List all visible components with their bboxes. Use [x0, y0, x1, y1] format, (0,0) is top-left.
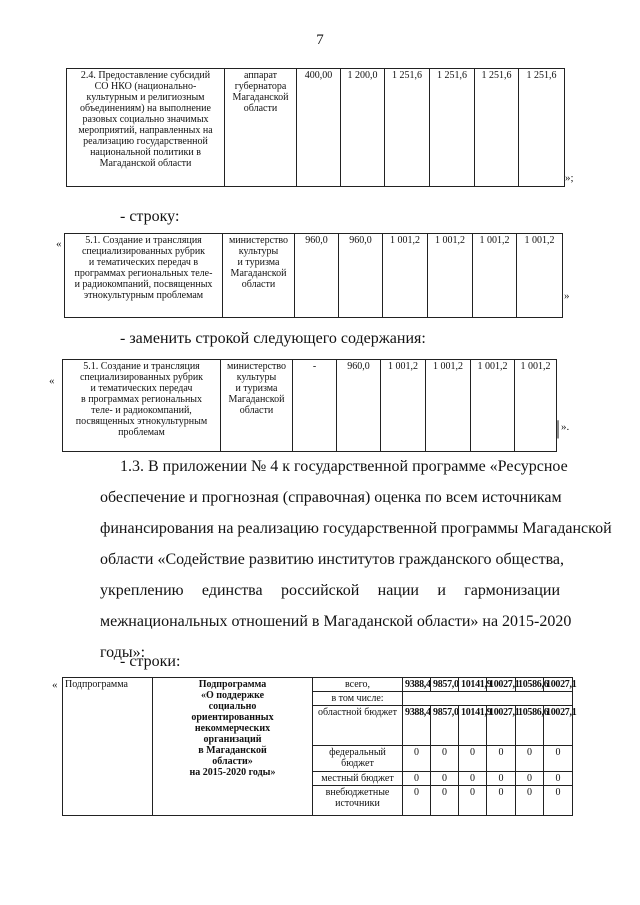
value-cell: 9388,4 — [403, 678, 431, 692]
value-cell: 1 251,6 — [475, 69, 519, 187]
value-cell: 0 — [459, 786, 487, 816]
value-cell: 10027,1 — [544, 706, 573, 746]
subprogram-funding-table — [62, 677, 577, 816]
value-cell: 1 251,6 — [430, 69, 475, 187]
value-cell: 1 001,2 — [471, 360, 515, 452]
program-name-cell: 5.1. Создание и трансляция специализированных рубрик и тематических передач в программах региональных теле- и радиокомпаний, посвященных этнокультурным проблемам — [65, 234, 223, 318]
subprogram-label-cell: Подпрограмма — [63, 678, 153, 816]
value-cell: 10027,1 — [487, 678, 516, 692]
table-row-2-4 — [66, 68, 565, 187]
executor-cell: аппарат губернатора Магаданской области — [225, 69, 297, 187]
executor-cell: министерство культуры и туризма Магаданской области — [223, 234, 295, 318]
value-cell: 1 251,6 — [385, 69, 430, 187]
value-cell: 960,0 — [295, 234, 339, 318]
paragraph-line: финансирования на реализацию государственной программы Магаданской — [100, 520, 612, 537]
source-label: областной бюджет — [313, 706, 403, 746]
empty-cell — [403, 692, 573, 706]
value-cell: 0 — [544, 746, 573, 772]
value-cell: 0 — [487, 746, 516, 772]
value-cell: 10027,1 — [487, 706, 516, 746]
value-cell: 10141,9 — [459, 678, 487, 692]
paragraph-line: 1.3. В приложении № 4 к государственной программе «Ресурсное — [120, 458, 568, 475]
closing-quote: ». — [561, 421, 570, 433]
value-cell: 0 — [431, 746, 459, 772]
value-cell: 10586,6 — [516, 706, 544, 746]
value-cell: 9388,4 — [403, 706, 431, 746]
value-cell: 0 — [459, 772, 487, 786]
value-cell: 1 200,0 — [341, 69, 385, 187]
source-label: в том числе: — [313, 692, 403, 706]
executor-cell: министерство культуры и туризма Магаданской области — [221, 360, 293, 452]
value-cell: 0 — [431, 786, 459, 816]
value-cell: 1 001,2 — [426, 360, 471, 452]
value-cell: 10586,6 — [516, 678, 544, 692]
value-cell: 0 — [516, 772, 544, 786]
value-cell: 0 — [431, 772, 459, 786]
closing-quote: »; — [565, 172, 574, 184]
source-label: местный бюджет — [313, 772, 403, 786]
closing-rule: | — [556, 417, 561, 439]
value-cell: 1 001,2 — [517, 234, 563, 318]
source-label: внебюджетные источники — [313, 786, 403, 816]
value-cell: 1 001,2 — [381, 360, 426, 452]
closing-quote: » — [564, 290, 570, 302]
value-cell: 1 001,2 — [383, 234, 428, 318]
opening-quote: « — [56, 238, 62, 250]
label-row: - строку: — [120, 208, 180, 225]
value-cell: 0 — [487, 786, 516, 816]
value-cell: 0 — [544, 786, 573, 816]
value-cell: - — [293, 360, 337, 452]
label-replace: - заменить строкой следующего содержания: — [120, 330, 426, 347]
paragraph-line: годы»: — [100, 644, 146, 661]
value-cell: 960,0 — [339, 234, 383, 318]
subprogram-title-cell: Подпрограмма «О поддержке социально ориентированных некоммерческих организаций в Магаданской области» на 2015-2020 годы» — [153, 678, 313, 816]
value-cell: 0 — [544, 772, 573, 786]
label-rows: - строки: — [120, 653, 181, 670]
value-cell: 10027,1 — [544, 678, 573, 692]
value-cell: 1 251,6 — [519, 69, 565, 187]
program-name-cell: 5.1. Создание и трансляция специализированных рубрик и тематических передач в программах региональных теле- и радиокомпаний, посвященных этнокультурным проблемам — [63, 360, 221, 452]
value-cell: 9857,0 — [431, 706, 459, 746]
paragraph-line: области «Содействие развитию институтов гражданского общества, — [100, 551, 565, 568]
value-cell: 1 001,2 — [515, 360, 557, 452]
paragraph-1-3 — [100, 451, 612, 668]
table-row-5-1-old — [64, 233, 563, 318]
value-cell: 0 — [459, 746, 487, 772]
paragraph-line: межнациональных отношений в Магаданской области» на 2015-2020 — [100, 613, 572, 630]
value-cell: 0 — [403, 746, 431, 772]
paragraph-line: укреплению единства российской нации и гармонизации — [100, 582, 560, 599]
value-cell: 0 — [516, 746, 544, 772]
value-cell: 9857,0 — [431, 678, 459, 692]
source-label: федеральный бюджет — [313, 746, 403, 772]
value-cell: 0 — [403, 772, 431, 786]
paragraph-line: обеспечение и прогнозная (справочная) оценка по всем источникам — [100, 489, 562, 506]
value-cell: 0 — [403, 786, 431, 816]
table-row-5-1-new — [62, 359, 557, 452]
value-cell: 10141,9 — [459, 706, 487, 746]
value-cell: 400,00 — [297, 69, 341, 187]
value-cell: 0 — [487, 772, 516, 786]
source-label: всего, — [313, 678, 403, 692]
value-cell: 1 001,2 — [473, 234, 517, 318]
page-number: 7 — [316, 32, 324, 48]
opening-quote: « — [52, 679, 58, 691]
value-cell: 960,0 — [337, 360, 381, 452]
value-cell: 1 001,2 — [428, 234, 473, 318]
program-name-cell: 2.4. Предоставление субсидий СО НКО (национально- культурным и религиозным объединениям) на выполнение разовых социально значимых мероприятий, направленных на реализацию государственной национальной политики в Магаданской области — [67, 69, 225, 187]
value-cell: 0 — [516, 786, 544, 816]
opening-quote: « — [49, 375, 55, 387]
